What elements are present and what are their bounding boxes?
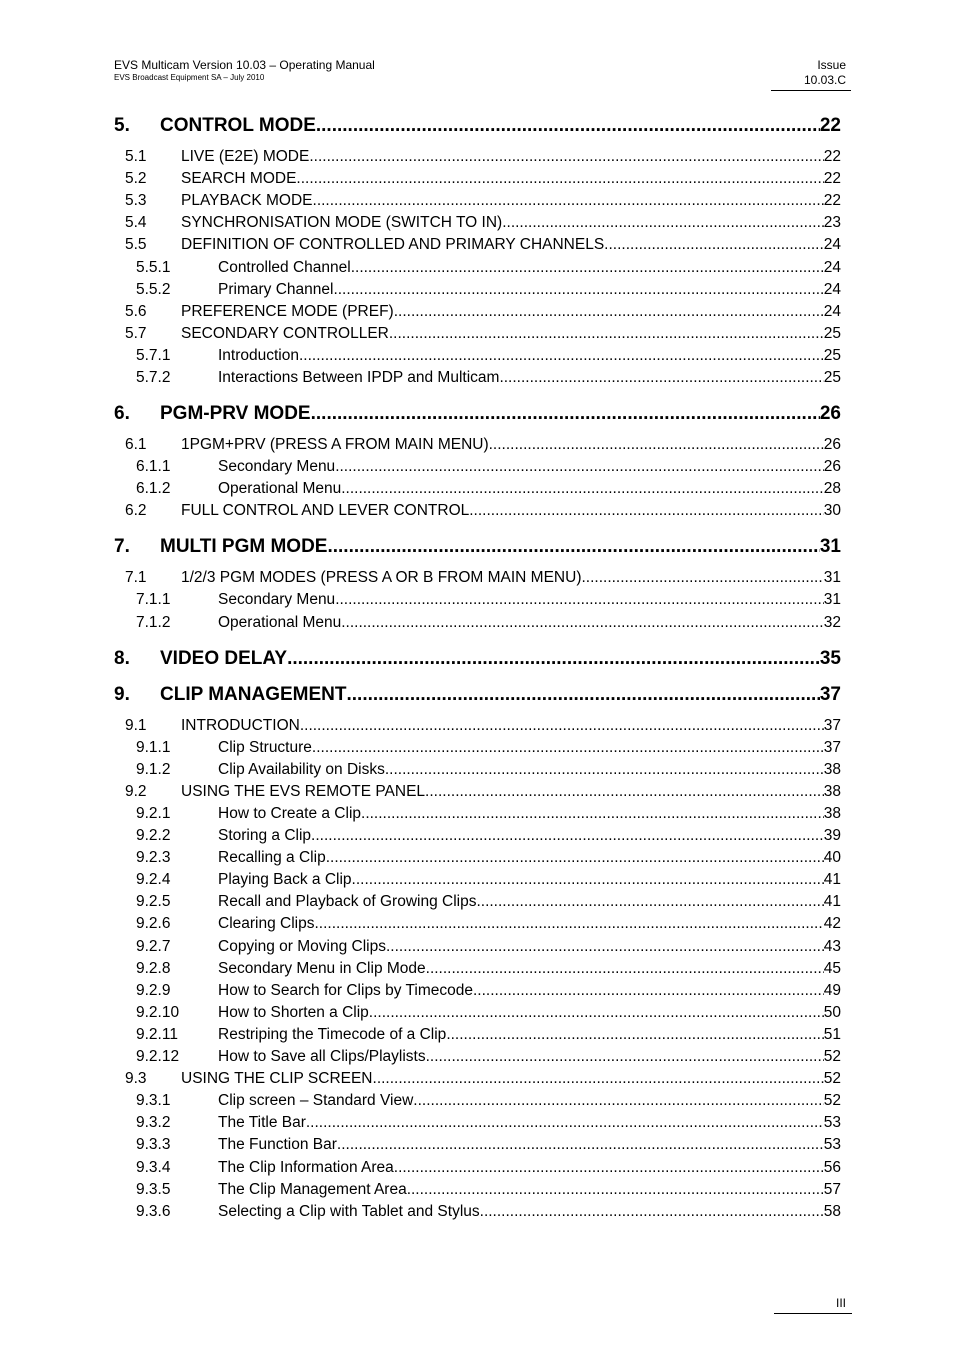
toc-entry-title: Clip Structure: [218, 738, 312, 756]
toc-dot-leader: [316, 113, 820, 139]
toc-entry-number: 9.3.2: [136, 1114, 171, 1132]
toc-entry-page: 24: [823, 236, 841, 254]
toc-dot-leader: [476, 891, 823, 913]
toc-dot-leader: [480, 1201, 824, 1223]
toc-dot-leader: [346, 682, 819, 708]
toc-entry-number: 5.1: [125, 148, 147, 165]
toc-entry-title: DEFINITION OF CONTROLLED AND PRIMARY CHANNELS: [181, 236, 605, 254]
toc-entry-title: LIVE (E2E) MODE: [181, 148, 310, 165]
toc-entry-number: 5.: [114, 115, 130, 136]
toc-dot-leader: [327, 534, 819, 560]
toc-entry-title: CLIP MANAGEMENT: [160, 683, 347, 705]
toc-entry[interactable]: [114, 869, 841, 891]
toc-entry[interactable]: [114, 958, 841, 980]
toc-dot-leader: [373, 1068, 824, 1090]
toc-dot-leader: [502, 212, 824, 234]
toc-entry-page: 25: [823, 324, 841, 342]
toc-entry-number: 9.3.3: [136, 1136, 171, 1154]
toc-entry-number: 9.2.9: [136, 981, 171, 999]
toc-entry-page: 30: [823, 502, 841, 520]
toc-entry[interactable]: [114, 367, 841, 389]
toc-entry-title: MULTI PGM MODE: [160, 536, 328, 558]
toc-entry-number: 9.3.5: [136, 1180, 171, 1198]
toc-entry-title: USING THE EVS REMOTE PANEL: [181, 782, 426, 800]
toc-entry-page: 37: [823, 716, 841, 734]
toc-entry-number: 6.: [114, 403, 130, 424]
toc-entry-page: 22: [823, 192, 841, 210]
toc-entry-number: 9.2.1: [136, 804, 171, 822]
toc-dot-leader: [335, 456, 824, 478]
toc-entry[interactable]: [114, 500, 841, 522]
toc-dot-leader: [312, 737, 824, 759]
toc-dot-leader: [309, 146, 823, 168]
toc-entry-number: 7.: [114, 536, 130, 558]
toc-entry-page: 28: [823, 480, 841, 498]
toc-entry-title: Restriping the Timecode of a Clip: [218, 1025, 447, 1043]
toc-dot-leader: [386, 936, 824, 958]
issue-value: 10.03.C: [803, 73, 846, 87]
toc-entry-title: How to Search for Clips by Timecode: [218, 981, 473, 999]
toc-entry-number: 9.1.2: [136, 760, 171, 778]
toc-entry-page: 52: [823, 1048, 841, 1065]
toc-entry[interactable]: [114, 212, 841, 234]
toc-dot-leader: [311, 825, 824, 847]
toc-entry[interactable]: [114, 190, 841, 212]
toc-entry-title: PLAYBACK MODE: [181, 192, 313, 210]
toc-entry-title: Clip screen – Standard View: [218, 1092, 414, 1110]
toc-entry-title: Secondary Menu: [218, 458, 336, 476]
toc-entry-page: 37: [823, 738, 841, 756]
toc-entry-number: 9.1: [125, 716, 147, 734]
toc-entry-title: Interactions Between IPDP and Multicam: [218, 369, 500, 386]
toc-entry[interactable]: [114, 345, 841, 367]
toc-entry-page: 42: [823, 915, 841, 933]
toc-entry[interactable]: [114, 646, 841, 672]
toc-dot-leader: [341, 478, 824, 500]
toc-entry[interactable]: [114, 323, 841, 345]
toc-entry-number: 5.7.2: [136, 369, 171, 386]
toc-dot-leader: [299, 345, 824, 367]
toc-entry-title: The Function Bar: [218, 1136, 337, 1154]
toc-dot-leader: [407, 1179, 824, 1201]
issue-label: Issue: [817, 58, 846, 72]
toc-entry-page: 56: [823, 1158, 841, 1176]
toc-entry[interactable]: [114, 1112, 841, 1134]
toc-entry-number: 9.3.4: [136, 1158, 171, 1176]
toc-entry-title: SYNCHRONISATION MODE (SWITCH TO IN): [181, 214, 503, 232]
toc-dot-leader: [337, 1134, 824, 1156]
toc-entry[interactable]: [114, 534, 841, 560]
toc-entry-page: 38: [823, 782, 841, 800]
toc-entry-number: 9.2.6: [136, 915, 171, 933]
toc-dot-leader: [473, 980, 824, 1002]
toc-dot-leader: [446, 1024, 823, 1046]
toc-entry-number: 5.3: [125, 192, 147, 210]
toc-entry-title: The Clip Information Area: [218, 1158, 394, 1176]
toc-entry-title: PGM-PRV MODE: [160, 403, 311, 424]
toc-entry-title: INTRODUCTION: [181, 716, 300, 734]
toc-entry[interactable]: [114, 682, 841, 708]
toc-entry-page: 24: [823, 280, 841, 298]
toc-entry-page: 35: [819, 647, 841, 669]
toc-entry[interactable]: [114, 759, 841, 781]
toc-entry-title: Playing Back a Clip: [218, 871, 352, 889]
toc-entry-title: The Title Bar: [218, 1114, 306, 1132]
toc-entry-title: Secondary Menu: [218, 591, 336, 609]
toc-entry[interactable]: [114, 1002, 841, 1024]
toc-entry[interactable]: [114, 825, 841, 847]
toc-entry-title: USING THE CLIP SCREEN: [181, 1070, 373, 1088]
toc-entry-page: 50: [823, 1003, 841, 1021]
toc-entry-page: 52: [823, 1070, 841, 1088]
toc-entry-title: Secondary Menu in Clip Mode: [218, 959, 426, 977]
toc-entry-title: Primary Channel: [218, 280, 334, 298]
footer-rule: [774, 1313, 852, 1314]
toc-entry-number: 5.5.1: [136, 258, 171, 276]
toc-entry[interactable]: [114, 1046, 841, 1068]
toc-entry-number: 9.2.3: [136, 849, 171, 867]
document-title: EVS Multicam Version 10.03 – Operating Manual: [114, 58, 375, 72]
toc-dot-leader: [335, 589, 824, 611]
toc-dot-leader: [604, 234, 824, 256]
toc-entry-title: Selecting a Clip with Tablet and Stylus: [218, 1202, 480, 1220]
toc-entry[interactable]: [114, 146, 841, 168]
toc-entry-title: How to Create a Clip: [218, 804, 362, 822]
toc-entry[interactable]: [114, 456, 841, 478]
toc-entry-number: 5.7: [125, 324, 147, 342]
header-rule: [771, 90, 851, 91]
toc-entry-title: Controlled Channel: [218, 258, 351, 276]
toc-entry-title: The Clip Management Area: [218, 1180, 407, 1198]
toc-entry[interactable]: [114, 478, 841, 500]
toc-entry[interactable]: [114, 567, 841, 589]
toc-entry-page: 22: [823, 170, 841, 188]
toc-entry[interactable]: [114, 113, 841, 139]
toc-entry-number: 7.1.1: [136, 591, 171, 609]
toc-entry-page: 22: [823, 148, 841, 165]
toc-entry[interactable]: [114, 589, 841, 611]
document-subtitle: EVS Broadcast Equipment SA – July 2010: [114, 73, 265, 82]
page-header-right: [804, 58, 846, 87]
toc-entry-page: 39: [823, 827, 841, 844]
toc-entry-page: 43: [823, 937, 841, 955]
toc-entry[interactable]: [114, 1024, 841, 1046]
toc-entry-title: Operational Menu: [218, 480, 342, 498]
toc-entry[interactable]: [114, 168, 841, 190]
toc-entry[interactable]: [114, 980, 841, 1002]
page-number: III: [835, 1296, 846, 1310]
toc-entry-number: 9.: [114, 683, 130, 705]
toc-entry-page: 53: [823, 1114, 841, 1132]
toc-entry-page: 37: [819, 683, 841, 705]
toc-entry-page: 40: [823, 849, 841, 867]
toc-entry-number: 9.2.5: [136, 893, 171, 911]
toc-dot-leader: [389, 323, 824, 345]
toc-entry-number: 9.3: [125, 1070, 147, 1088]
toc-entry-page: 26: [823, 436, 841, 453]
toc-entry[interactable]: [114, 891, 841, 913]
toc-entry[interactable]: [114, 936, 841, 958]
toc-entry-page: 51: [823, 1025, 841, 1043]
toc-entry-number: 9.3.1: [136, 1092, 171, 1110]
toc-entry-number: 5.6: [125, 302, 147, 320]
toc-entry-title: SEARCH MODE: [181, 170, 297, 188]
toc-entry-title: SECONDARY CONTROLLER: [181, 324, 389, 342]
toc-entry-page: 45: [823, 959, 841, 977]
toc-dot-leader: [425, 781, 824, 803]
toc-entry-page: 23: [823, 214, 841, 232]
toc-entry-number: 5.5: [125, 236, 147, 254]
toc-entry-page: 26: [819, 403, 841, 424]
toc-entry[interactable]: [114, 913, 841, 935]
toc-entry-title: Recall and Playback of Growing Clips: [218, 893, 477, 911]
toc-entry-title: Storing a Clip: [218, 827, 312, 844]
toc-entry-page: 49: [823, 981, 841, 999]
toc-entry-number: 5.4: [125, 214, 147, 232]
toc-dot-leader: [413, 1090, 823, 1112]
toc-entry-title: VIDEO DELAY: [160, 647, 288, 669]
toc-entry-page: 38: [823, 760, 841, 778]
toc-dot-leader: [300, 715, 824, 737]
toc-entry-title: Recalling a Clip: [218, 849, 326, 867]
toc-entry-page: 53: [823, 1136, 841, 1154]
toc-entry-number: 9.2.11: [136, 1025, 178, 1043]
toc-entry-number: 5.2: [125, 170, 147, 188]
toc-entry-page: 31: [819, 536, 841, 558]
toc-entry-page: 25: [823, 346, 841, 364]
toc-entry-number: 9.2.10: [136, 1003, 180, 1021]
toc-entry-title: 1/2/3 PGM MODES (PRESS A OR B FROM MAIN MENU): [181, 569, 582, 587]
toc-entry-page: 26: [823, 458, 841, 476]
toc-entry[interactable]: [114, 715, 841, 737]
toc-entry-title: 1PGM+PRV (PRESS A FROM MAIN MENU): [181, 436, 489, 453]
toc-entry[interactable]: [114, 847, 841, 869]
toc-entry[interactable]: [114, 279, 841, 301]
toc-dot-leader: [385, 759, 824, 781]
toc-entry-number: 9.1.1: [136, 738, 171, 756]
toc-entry-page: 24: [823, 258, 841, 276]
toc-entry-page: 25: [823, 369, 841, 386]
toc-dot-leader: [352, 869, 824, 891]
page-header-left: [114, 58, 375, 83]
toc-entry[interactable]: [114, 401, 841, 427]
toc-dot-leader: [287, 646, 820, 672]
toc-entry-title: How to Save all Clips/Playlists: [218, 1048, 426, 1065]
toc-entry-page: 22: [819, 115, 841, 136]
toc-entry-page: 52: [823, 1092, 841, 1110]
toc-entry-number: 6.2: [125, 502, 147, 520]
toc-entry[interactable]: [114, 1090, 841, 1112]
toc-entry[interactable]: [114, 301, 841, 323]
toc-dot-leader: [369, 1002, 824, 1024]
toc-dot-leader: [394, 1157, 824, 1179]
toc-entry-title: PREFERENCE MODE (PREF): [181, 302, 394, 320]
toc-entry-number: 9.2.4: [136, 871, 171, 889]
toc-dot-leader: [489, 434, 824, 456]
toc-entry[interactable]: [114, 1134, 841, 1156]
toc-dot-leader: [314, 913, 823, 935]
toc-dot-leader: [306, 1112, 824, 1134]
toc-entry-number: 9.2.12: [136, 1048, 180, 1065]
toc-entry[interactable]: [114, 1179, 841, 1201]
toc-entry-page: 38: [823, 804, 841, 822]
toc-dot-leader: [361, 803, 824, 825]
toc-entry[interactable]: [114, 737, 841, 759]
toc-entry-number: 6.1: [125, 436, 147, 453]
toc-dot-leader: [341, 612, 824, 634]
toc-entry-number: 7.1.2: [136, 613, 171, 631]
toc-entry-number: 9.2.2: [136, 827, 171, 844]
toc-dot-leader: [581, 567, 823, 589]
toc-dot-leader: [326, 847, 824, 869]
toc-entry-page: 58: [823, 1202, 841, 1220]
toc-dot-leader: [499, 367, 823, 389]
toc-dot-leader: [313, 190, 824, 212]
toc-entry-number: 9.2.8: [136, 959, 171, 977]
toc-entry-title: CONTROL MODE: [160, 115, 316, 136]
toc-dot-leader: [469, 500, 824, 522]
toc-entry-number: 7.1: [125, 569, 147, 587]
toc-dot-leader: [394, 301, 824, 323]
toc-dot-leader: [296, 168, 823, 190]
toc-entry-number: 9.2: [125, 782, 147, 800]
toc-entry-title: Introduction: [218, 346, 299, 364]
toc-entry[interactable]: [114, 612, 841, 634]
toc-dot-leader: [333, 279, 823, 301]
toc-entry-title: Operational Menu: [218, 613, 342, 631]
toc-entry-title: How to Shorten a Clip: [218, 1003, 369, 1021]
toc-entry[interactable]: [114, 803, 841, 825]
toc-entry-number: 6.1.2: [136, 480, 171, 498]
toc-entry[interactable]: [114, 1157, 841, 1179]
toc-dot-leader: [426, 958, 824, 980]
toc-entry[interactable]: [114, 1068, 841, 1090]
toc-dot-leader: [426, 1046, 824, 1068]
toc-entry-page: 24: [823, 302, 841, 320]
toc-entry-number: 9.3.6: [136, 1202, 171, 1220]
toc-entry-page: 41: [823, 871, 841, 889]
toc-entry-number: 5.7.1: [136, 346, 171, 364]
toc-entry-number: 9.2.7: [136, 937, 171, 955]
toc-entry-page: 31: [823, 591, 841, 609]
toc-entry-title: Clip Availability on Disks: [218, 760, 385, 778]
toc-entry[interactable]: [114, 434, 841, 456]
toc-entry[interactable]: [114, 234, 841, 256]
toc-entry-number: 8.: [114, 647, 130, 669]
toc-dot-leader: [351, 257, 824, 279]
toc-entry-page: 41: [823, 893, 841, 911]
toc-entry-number: 5.5.2: [136, 280, 171, 298]
toc-entry-title: FULL CONTROL AND LEVER CONTROL: [181, 502, 470, 520]
toc-entry-title: Clearing Clips: [218, 915, 315, 933]
toc-entry[interactable]: [114, 781, 841, 803]
toc-entry-page: 32: [823, 613, 841, 631]
toc-entry-page: 31: [823, 569, 841, 587]
toc-entry[interactable]: [114, 257, 841, 279]
toc-entry-title: Copying or Moving Clips: [218, 937, 386, 955]
toc-entry-number: 6.1.1: [136, 458, 171, 476]
toc-entry[interactable]: [114, 1201, 841, 1223]
toc-entry-page: 57: [823, 1180, 841, 1198]
toc-dot-leader: [311, 401, 820, 427]
